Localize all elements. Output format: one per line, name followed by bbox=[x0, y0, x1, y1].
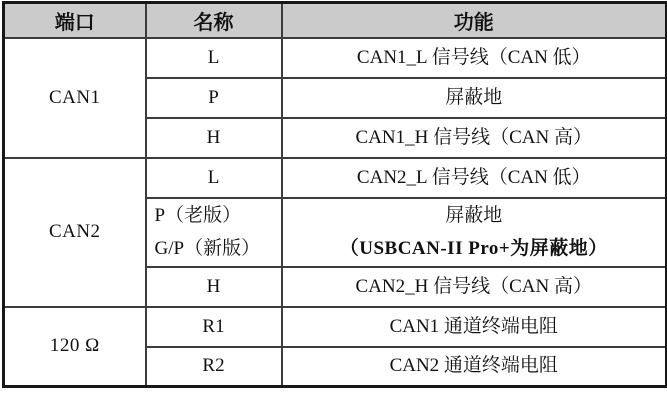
name-cell-shield bbox=[146, 198, 282, 267]
name-cell: P bbox=[146, 78, 282, 118]
port-cell-120-ohm: 120 Ω bbox=[4, 307, 146, 387]
function-line-shield-ground: 屏蔽地 bbox=[445, 205, 503, 226]
function-cell: 屏蔽地 bbox=[282, 78, 667, 118]
table-row bbox=[4, 307, 667, 347]
function-cell-shield bbox=[282, 198, 667, 267]
function-cell: CAN1_H 信号线（CAN 高） bbox=[282, 118, 667, 158]
table-row bbox=[4, 158, 667, 198]
name-line-new-version: G/P（新版） bbox=[154, 238, 261, 259]
header-cell-port: 端口 bbox=[4, 3, 146, 38]
function-cell: CAN2_L 信号线（CAN 低） bbox=[282, 158, 667, 198]
name-cell: L bbox=[146, 38, 282, 78]
name-cell: H bbox=[146, 267, 282, 307]
port-cell-can2: CAN2 bbox=[4, 158, 146, 307]
table-row bbox=[4, 38, 667, 78]
name-line-old-version: P（老版） bbox=[154, 205, 242, 226]
function-cell: CAN1_L 信号线（CAN 低） bbox=[282, 38, 667, 78]
header-cell-function: 功能 bbox=[282, 3, 667, 38]
function-line-usbcan-note: （USBCAN-II Pro+为屏蔽地） bbox=[339, 238, 608, 259]
name-cell: R2 bbox=[146, 347, 282, 387]
name-cell: H bbox=[146, 118, 282, 158]
function-cell: CAN2 通道终端电阻 bbox=[282, 347, 667, 387]
header-cell-name: 名称 bbox=[146, 3, 282, 38]
name-cell: L bbox=[146, 158, 282, 198]
function-cell: CAN1 通道终端电阻 bbox=[282, 307, 667, 347]
name-cell: R1 bbox=[146, 307, 282, 347]
can-port-function-table bbox=[2, 1, 667, 388]
port-cell-can1: CAN1 bbox=[4, 38, 146, 158]
function-cell: CAN2_H 信号线（CAN 高） bbox=[282, 267, 667, 307]
table-header-row bbox=[4, 3, 667, 38]
